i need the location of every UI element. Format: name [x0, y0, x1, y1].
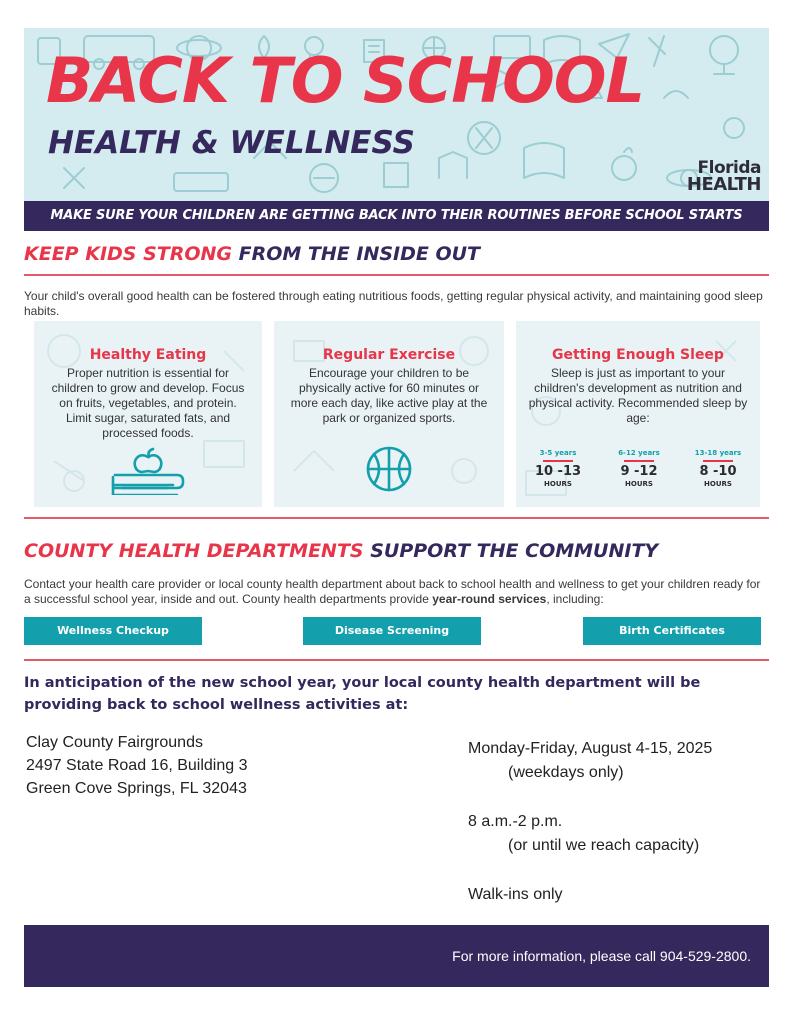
address-line: Clay County Fairgrounds [26, 734, 203, 751]
apple-on-books-icon [109, 447, 187, 495]
section-divider [24, 517, 769, 519]
intro-text-bold: year-round services [432, 592, 547, 606]
event-hours-note: (or until we reach capacity) [508, 837, 700, 854]
footer-contact: For more information, please call 904-529-2800. [24, 925, 769, 987]
card-regular-exercise [274, 321, 504, 507]
sleep-age: 6-12 years [618, 449, 660, 457]
section-heading-strong [24, 245, 480, 264]
sleep-unit: HOURS [625, 479, 653, 488]
sleep-divider [624, 460, 654, 462]
section-heading-community [24, 542, 658, 561]
event-dates-note: (weekdays only) [508, 764, 624, 781]
service-birth-certificates: Birth Certificates [583, 617, 761, 645]
event-announcement: In anticipation of the new school year, your local county health department will be providing back to school wellness activities at: [24, 675, 701, 713]
schedule-spacer [468, 858, 712, 883]
event-dates: Monday-Friday, August 4-15, 2025 [468, 740, 713, 757]
sleep-hours: 8 -10 [699, 463, 737, 479]
sleep-age-group [528, 449, 588, 488]
heading-red-part: KEEP KIDS STRONG [24, 243, 233, 265]
header-banner [24, 28, 769, 201]
event-address [26, 731, 248, 800]
sleep-age: 13-18 years [694, 449, 742, 457]
intro-text-pre: Contact your health care provider or local county health department about back to school health and wellness to get your children ready for a successful school year, inside and out. County health departments provide [24, 577, 761, 606]
event-schedule [468, 737, 712, 907]
service-disease-screening: Disease Screening [303, 617, 481, 645]
sleep-divider [703, 460, 733, 462]
sleep-age-group [688, 449, 748, 488]
logo-line-2: HEALTH [686, 174, 761, 196]
tagline-bar: MAKE SURE YOUR CHILDREN ARE GETTING BACK INTO THEIR ROUTINES BEFORE SCHOOL STARTS [24, 201, 769, 231]
section-intro [24, 577, 769, 607]
basketball-icon [364, 444, 414, 494]
card-title: Getting Enough Sleep [552, 347, 724, 363]
sleep-age: 3-5 years [539, 449, 577, 457]
schedule-spacer [468, 785, 712, 810]
page-title: BACK TO SCHOOL [46, 44, 645, 117]
intro-text-post: , including: [546, 592, 604, 606]
card-text: Encourage your children to be physically active for 60 minutes or more each day, like active play at the park or organized sports. [290, 366, 488, 425]
sleep-hours: 9 -12 [620, 463, 658, 479]
card-title: Regular Exercise [322, 347, 456, 363]
address-line: Green Cove Springs, FL 32043 [26, 780, 247, 797]
health-cards [34, 321, 760, 507]
sleep-hours: 10 -13 [534, 463, 582, 479]
heading-navy-part: SUPPORT THE COMMUNITY [363, 540, 659, 562]
sleep-unit: HOURS [544, 479, 572, 488]
sleep-divider [543, 460, 573, 462]
section-divider [24, 274, 769, 276]
heading-navy-part: FROM THE INSIDE OUT [232, 243, 480, 265]
service-wellness-checkup: Wellness Checkup [24, 617, 202, 645]
card-text: Proper nutrition is essential for children to grow and develop. Focus on fruits, vegetables, and protein. Limit sugar, saturated fats, and processed foods. [51, 366, 245, 440]
page-subtitle: HEALTH & WELLNESS [48, 125, 415, 161]
sleep-unit: HOURS [704, 479, 732, 488]
card-text: Sleep is just as important to your children's development as nutrition and physical activity. Recommended sleep by age: [528, 366, 748, 425]
sleep-age-group [609, 449, 669, 488]
section-intro: Your child's overall good health can be fostered through eating nutritious foods, getting regular physical activity, and maintaining good sleep habits. [24, 289, 763, 318]
card-healthy-eating [34, 321, 262, 507]
florida-health-logo [686, 158, 761, 196]
card-getting-enough-sleep [516, 321, 760, 507]
logo-line-1: Florida [697, 158, 761, 178]
event-hours: 8 a.m.-2 p.m. [468, 813, 563, 830]
card-title: Healthy Eating [89, 347, 207, 363]
address-line: 2497 State Road 16, Building 3 [26, 757, 248, 774]
heading-red-part: COUNTY HEALTH DEPARTMENTS [24, 540, 364, 562]
section-divider [24, 659, 769, 661]
event-walkins: Walk-ins only [468, 886, 563, 903]
